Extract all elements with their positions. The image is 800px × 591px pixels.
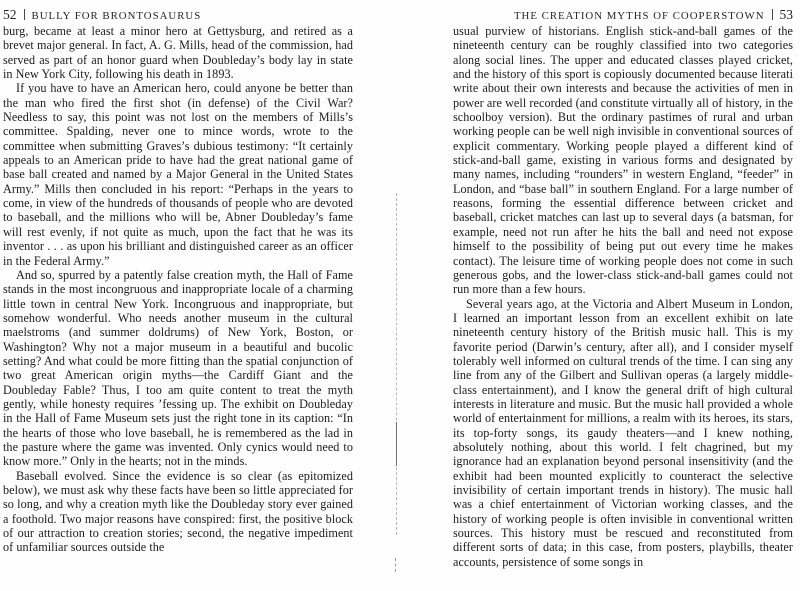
left-running-head	[3, 6, 201, 24]
gutter-scan-line-tail	[395, 558, 396, 572]
left-running-head-title: BULLY FOR BRONTOSAURUS	[31, 10, 202, 22]
header-divider	[24, 9, 25, 20]
right-running-head	[514, 6, 793, 24]
paragraph: And so, spurred by a patently false creation myth, the Hall of Fame stands in the most incongruous and inappropriate locale of a charming little town in central New York. Incongruous and inappropriate, but somehow wonderful. Who needs another museum in the cultural maelstroms (and summer doldrums) of New York, Boston, or Washington? Why not a major museum in a beautiful and bucolic setting? And what could be more fitting than the spatial conjunction of two great American origin myths—the Cardiff Giant and the Doubleday Fable? Thus, I too am quite content to treat the myth gently, while honesty requires ’fessing up. The exhibit on Doubleday in the Hall of Fame Museum sets just the right tone in its caption: “In the hearts of those who love baseball, he is remembered as the lad in the pasture where the game was invented. Only cynics would need to know more.” Only in the hearts; not in the minds.	[3, 267, 353, 469]
paragraph: usual purview of historians. English stick-and-ball games of the nineteenth century can be roughly classified into two categories along social lines. The upper and educated classes played cricket, and the history of this sport is copiously documented because literati write about their own interests and because the activities of men in power are well recorded (and constitute virtually all of history, in the schoolboy version). But the ordinary pastimes of rural and urban working people can be well nigh invisible in conventional sources of explicit commentary. Working people played a different kind of stick-and-ball game, existing in various forms and designated by many names, including “rounders” in western England, “feeder” in London, and “base ball” in southern England. For a large number of reasons, forming the essential difference between cricket and baseball, cricket matches can last up to several days (a batsman, for example, need not run after he hits the ball and need not expose himself to the possibility of being put out every time he makes contact). The leisure time of working people does not come in such generous gobs, and the lower-class stick-and-ball games could not run more than a few hours.	[453, 24, 793, 297]
gutter-scan-line-dark-segment	[396, 422, 397, 466]
left-page-text-column	[3, 24, 353, 555]
header-divider	[772, 9, 773, 20]
left-page-number: 52	[3, 7, 17, 22]
paragraph: If you have to have an American hero, could anyone be better than the man who fired the first shot (in defense) of the Civil War? Needless to say, this point was not lost on the members of Mills’s committee. Spalding, never one to mince words, wrote to the committee when submitting Graves’s dubious testimony: “It certainly appeals to an American pride to have had the great national game of base ball created and named by a Major General in the United States Army.” Mills then concluded in his report: “Perhaps in the years to come, in view of the hundreds of thousands of people who are devoted to baseball, and the millions who will be, Abner Doubleday’s fame will rest evenly, if not quite as much, upon the fact that he was its inventor . . . as upon his brilliant and distinguished career as an officer in the Federal Army.”	[3, 81, 353, 268]
paragraph: Baseball evolved. Since the evidence is so clear (as epitomized below), we must ask why these facts have been so little appreciated for so long, and why a creation myth like the Doubleday story ever gained a foothold. Two major reasons have conspired: first, the positive block of our attraction to creation stories; second, the negative impediment of unfamiliar sources outside the	[3, 468, 353, 555]
paragraph: burg, became at least a minor hero at Gettysburg, and retired as a brevet major general. In fact, A. G. Mills, head of the commission, had served as part of an honor guard when Doubleday’s body lay in state in New York City, following his death in 1893.	[3, 24, 353, 82]
paragraph: Several years ago, at the Victoria and Albert Museum in London, I learned an important lesson from an excellent exhibit on late nineteenth century history of the British music hall. This is my favorite period (Darwin’s century, after all), and I consider myself tolerably well informed on cultural trends of the time. I can sing any line from any of the Gilbert and Sullivan operas (a largely middle-class entertainment), and I know the general drift of high cultural interests in literature and music. But the music hall provided a whole world of entertainment for millions, a realm with its heroes, its stars, its top-forty songs, its gaudy theaters—and I knew nothing, absolutely nothing, about this world. I felt chagrined, but my ignorance had an explanation beyond personal insensitivity (and the exhibit had been mounted explicitly to counteract the selective invisibility of certain important trends in history). The music hall was a chief entertainment of Victorian working classes, and the history of working people is often invisible in conventional written sources. This history must be rescued and reconstituted from different sorts of data; in this case, from posters, playbills, theater accounts, persistence of some songs in	[453, 296, 793, 569]
right-running-head-title: THE CREATION MYTHS OF COOPERSTOWN	[513, 10, 765, 22]
right-page-text-column	[453, 24, 793, 569]
right-page-number: 53	[779, 7, 793, 22]
gutter-scan-line	[396, 193, 397, 535]
